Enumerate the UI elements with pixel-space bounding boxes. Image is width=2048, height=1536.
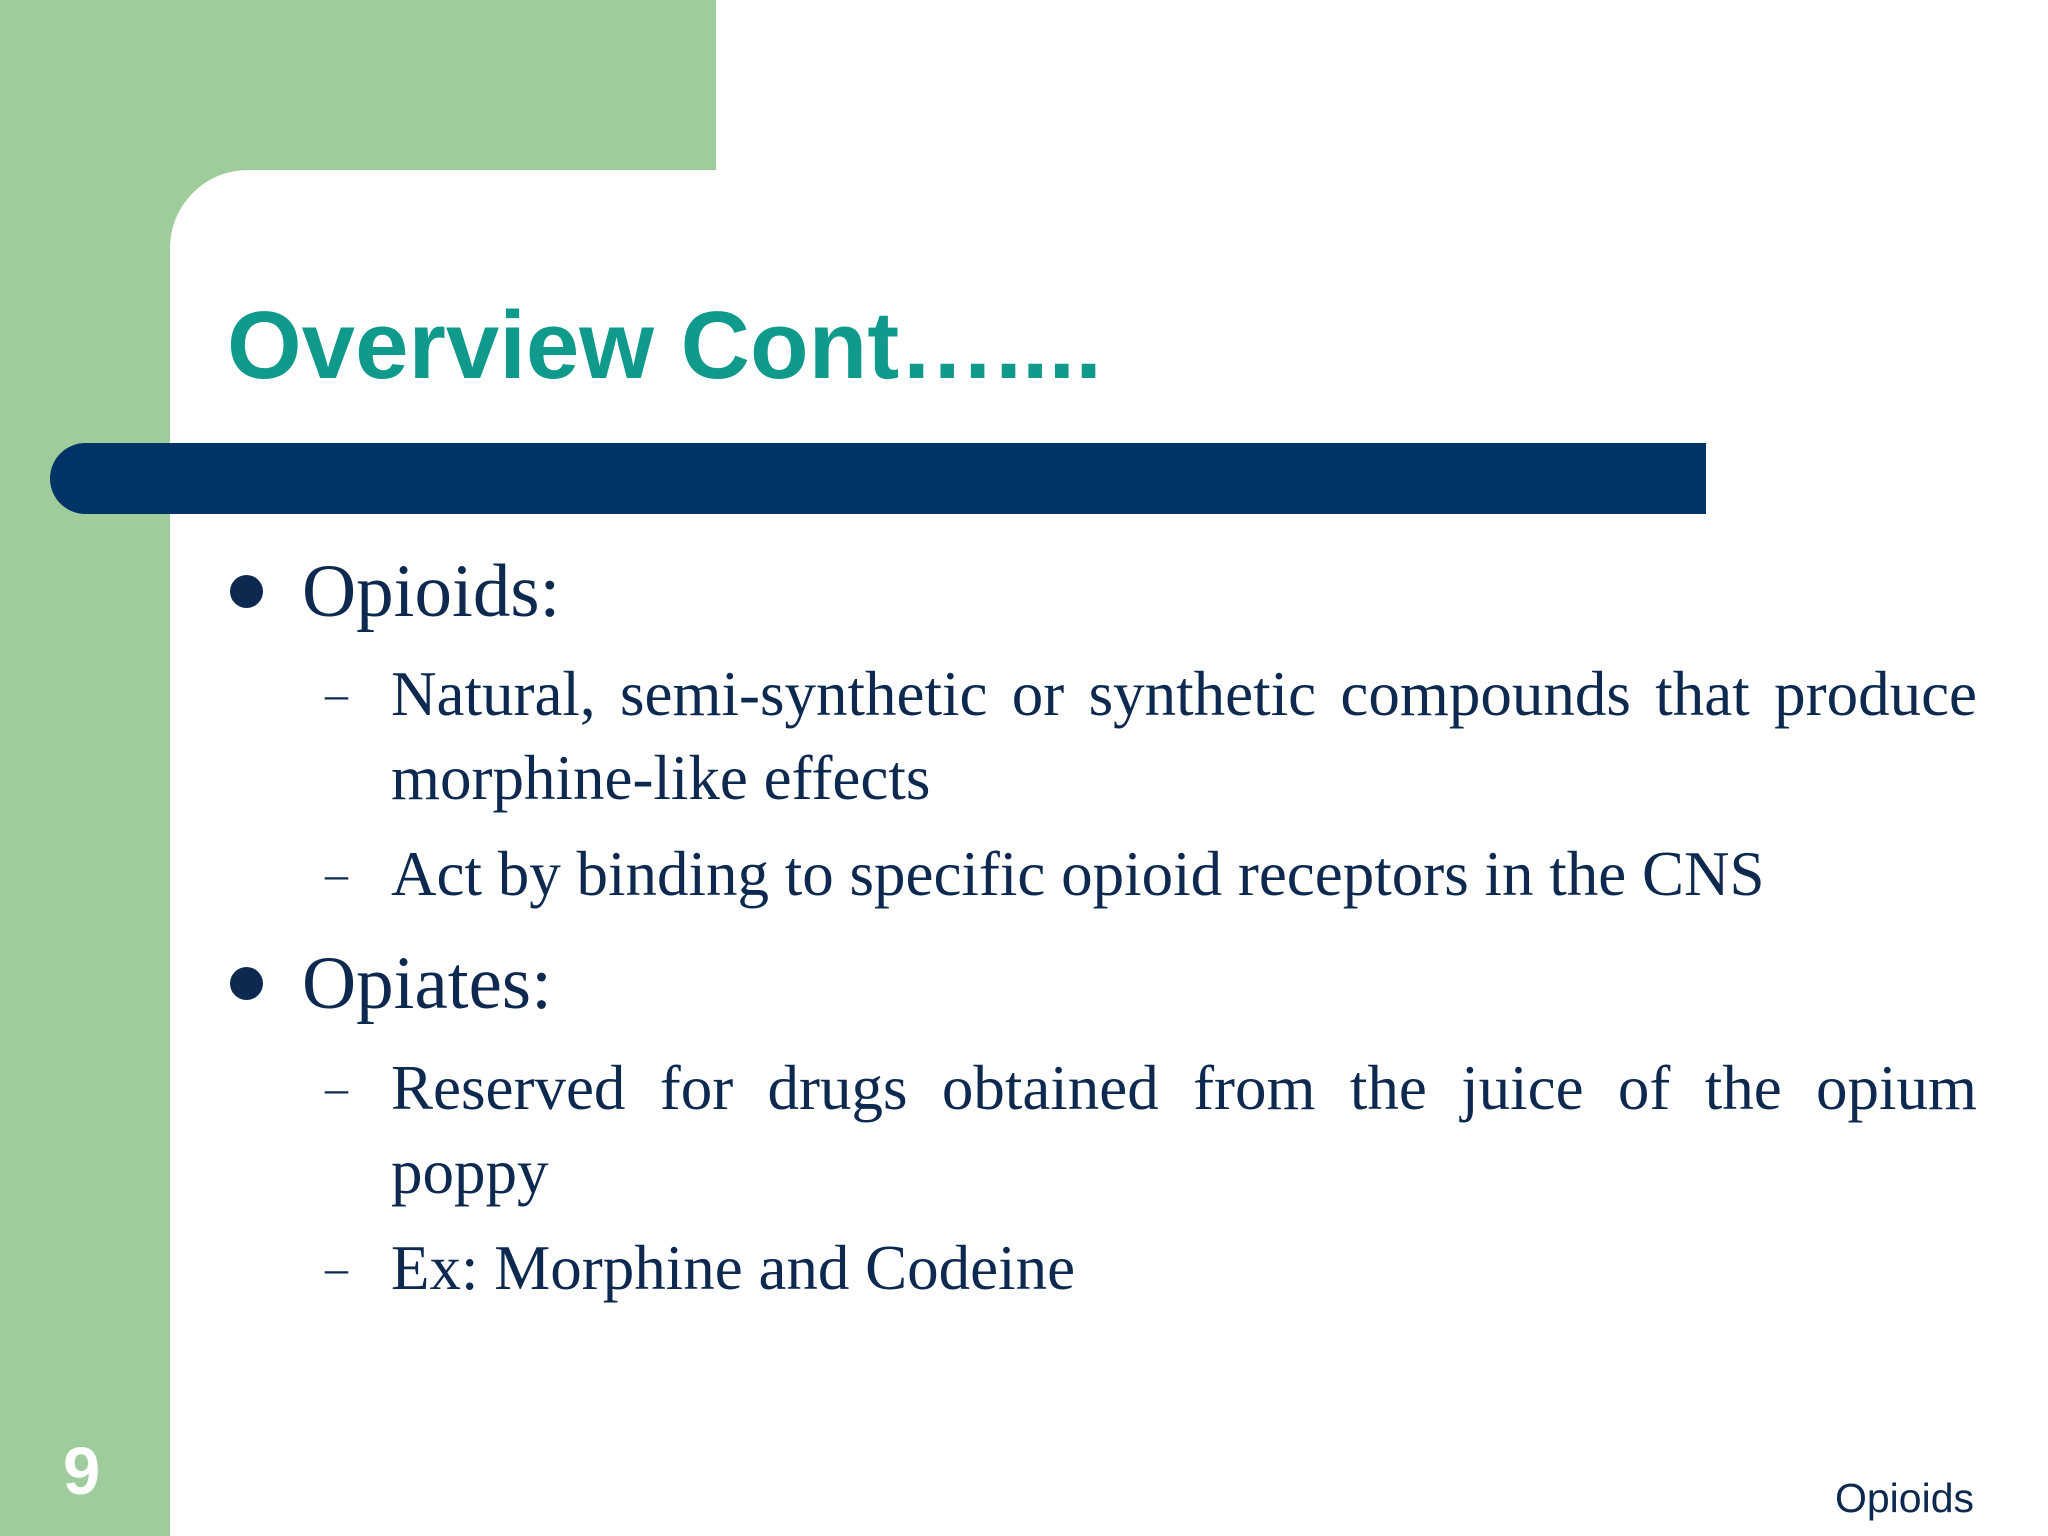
subitem-text: Natural, semi-synthetic or synthetic compounds that produce morphine-like effects (391, 659, 1977, 813)
subitem-text: Ex: Morphine and Codeine (391, 1233, 1076, 1303)
bullet-opiates (230, 942, 1990, 1025)
title-divider-bar (50, 443, 1706, 514)
subitem-text: Act by binding to specific opioid receptors in the CNS (391, 839, 1765, 909)
slide-title: Overview Cont….... (227, 292, 1102, 399)
subitem-text: Reserved for drugs obtained from the juice of the opium poppy (391, 1053, 1977, 1207)
bullet-label-opiates: Opiates: (302, 942, 552, 1025)
subitem-opiates-examples (325, 1226, 1977, 1310)
dash-icon: – (325, 1062, 348, 1113)
bullet-opioids (230, 550, 1990, 633)
dash-icon: – (325, 848, 348, 899)
bullet-label-opioids: Opioids: (302, 550, 561, 633)
subitem-opioids-mechanism (325, 832, 1977, 916)
dash-icon: – (325, 668, 348, 719)
bullet-dot-icon (230, 575, 263, 608)
dash-icon: – (325, 1242, 348, 1293)
bullet-dot-icon (230, 967, 263, 1000)
footer-text: Opioids (1834, 1475, 1974, 1521)
subitem-opiates-definition (325, 1046, 1977, 1214)
slide-number: 9 (63, 1434, 101, 1509)
subitem-opioids-definition (325, 652, 1977, 820)
top-right-white-area (716, 0, 2048, 172)
